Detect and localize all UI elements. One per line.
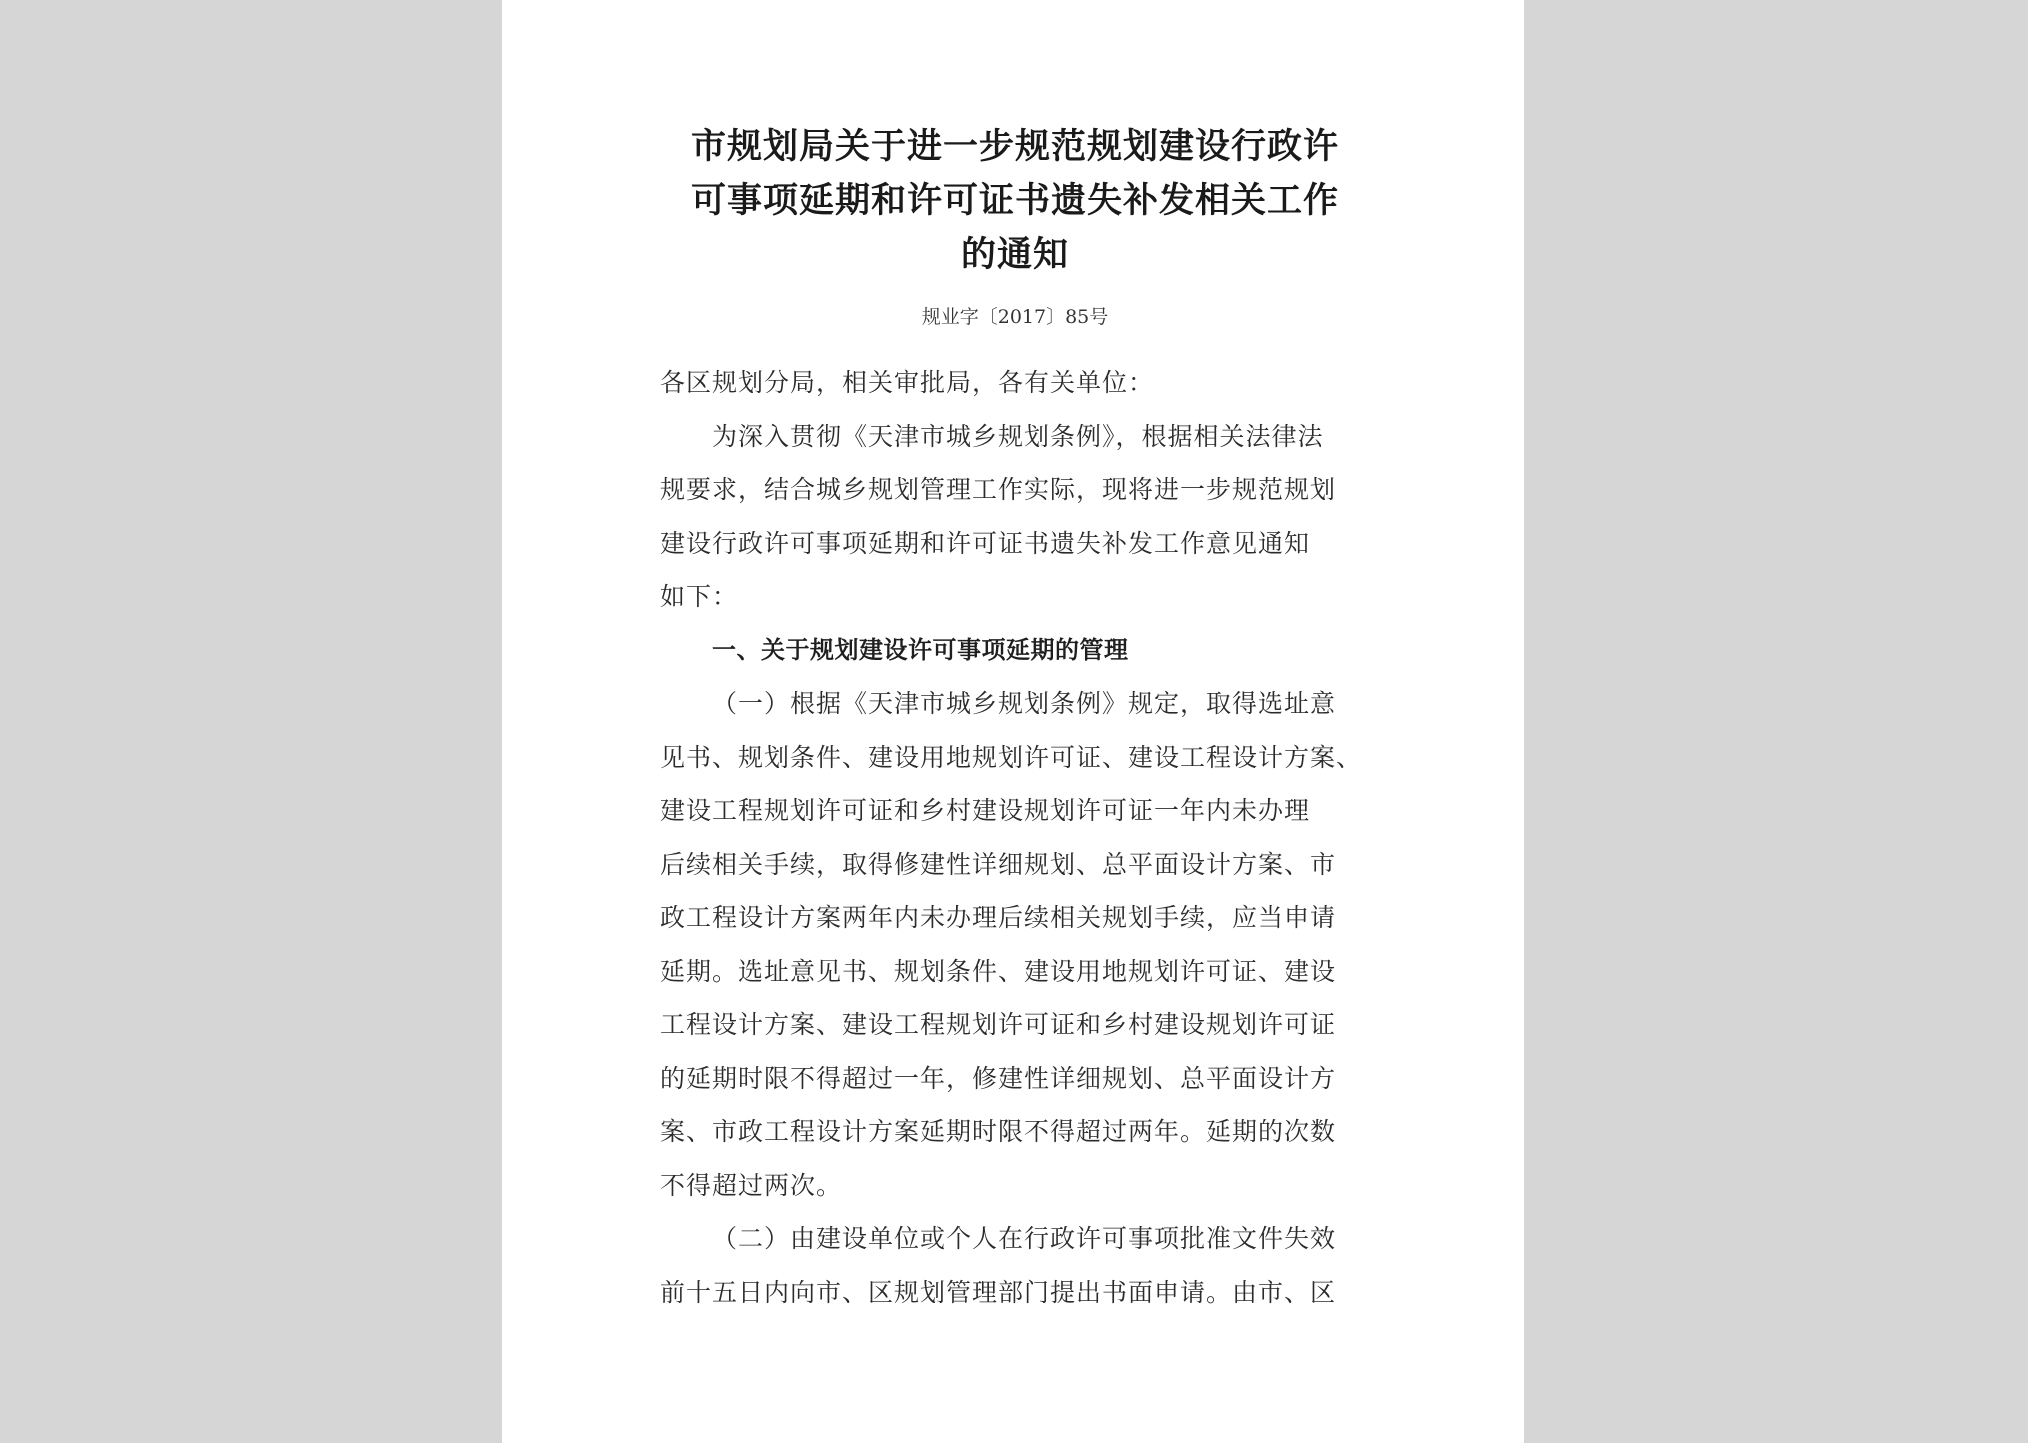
- paragraph-line: 前十五日内向市、区规划管理部门提出书面申请。由市、区: [660, 1277, 1337, 1307]
- title-line: 的通知: [960, 235, 1069, 275]
- intro-paragraph: [660, 410, 1370, 624]
- paragraph-line: 如下：: [660, 582, 739, 611]
- salutation-line: 各区规划分局，相关审批局，各有关单位：: [660, 368, 1155, 397]
- item-2-paragraph: [660, 1212, 1370, 1319]
- paragraph-line: 建设行政许可事项延期和许可证书遗失补发工作意见通知: [660, 528, 1311, 558]
- paragraph-line: 的延期时限不得超过一年，修建性详细规划、总平面设计方: [660, 1063, 1337, 1093]
- paragraph-line: 建设工程规划许可证和乡村建设规划许可证一年内未办理: [660, 796, 1311, 825]
- paragraph-line: 后续相关手续，取得修建性详细规划、总平面设计方案、市: [660, 849, 1337, 879]
- paragraph-line: 案、市政工程设计方案延期时限不得超过两年。延期的次数: [660, 1117, 1337, 1146]
- item-1-paragraph: [660, 677, 1370, 1212]
- paragraph-line: （二）由建设单位或个人在行政许可事项批准文件失效: [712, 1224, 1337, 1253]
- paragraph-line: 不得超过两次。: [660, 1170, 843, 1200]
- paragraph-line: 工程设计方案、建设工程规划许可证和乡村建设规划许可证: [660, 1010, 1337, 1039]
- paragraph-line: 政工程设计方案两年内未办理后续相关规划手续，应当申请: [660, 903, 1337, 932]
- paragraph-line: 为深入贯彻《天津市城乡规划条例》，根据相关法律法: [712, 421, 1324, 451]
- document-number: 规业字〔2017〕85号: [921, 306, 1109, 328]
- paragraph-line: 延期。选址意见书、规划条件、建设用地规划许可证、建设: [660, 956, 1337, 986]
- paragraph-line: （一）根据《天津市城乡规划条例》规定，取得选址意: [712, 689, 1337, 718]
- title-line: 市规划局关于进一步规范规划建设行政许: [690, 127, 1339, 167]
- document-page: [502, 0, 1524, 1443]
- paragraph-line: 见书、规划条件、建设用地规划许可证、建设工程设计方案、: [660, 742, 1363, 772]
- section-heading: 一、关于规划建设许可事项延期的管理: [712, 635, 1129, 664]
- title-line: 可事项延期和许可证书遗失补发相关工作: [690, 181, 1339, 221]
- document-title: [660, 120, 1370, 282]
- page-content: [660, 120, 1370, 1319]
- salutation: [660, 356, 1370, 410]
- paragraph-line: 规要求，结合城乡规划管理工作实际，现将进一步规范规划: [660, 475, 1337, 504]
